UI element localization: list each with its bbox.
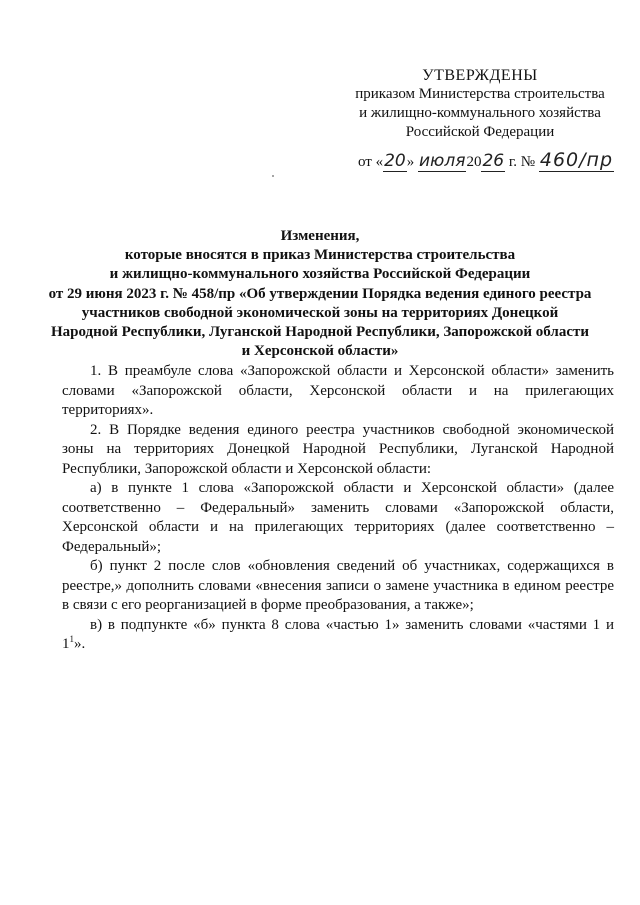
paragraph-2c-end: ».: [74, 636, 86, 652]
title-line-7: и Херсонской области»: [241, 343, 399, 360]
order-day-handwritten: 20: [384, 151, 406, 171]
document-body: [62, 362, 614, 655]
paragraph-2b: б) пункт 2 после слов «обновления сведений об участниках, содержащихся в реестре,» дополнить словами «внесения записи о замене участника в едином реестре в связи с его реорганизацией в форме преобразования, а также»;: [62, 558, 614, 613]
order-year-prefix: 20: [466, 154, 482, 170]
title-line-6: Народной Республики, Луганской Народной Республики, Запорожской области: [50, 324, 590, 341]
paragraph-2: 2. В Порядке ведения единого реестра участников свободной экономической зоны на территориях Донецкой Народной Республики, Луганской Народной Республики, Запорожской области и Херсонской области:: [62, 421, 614, 477]
approval-block: [330, 66, 630, 142]
order-prefix: от «: [358, 154, 384, 170]
approval-line-1: приказом Министерства строительства: [355, 86, 605, 102]
scan-speck: [272, 175, 274, 177]
approval-heading: УТВЕРЖДЕНЫ: [422, 67, 538, 84]
order-month-handwritten: июля: [419, 151, 466, 171]
order-day-close: »: [406, 154, 415, 170]
order-date-number: [358, 150, 628, 172]
order-number-label: г. №: [505, 154, 536, 170]
title-line-5: участников свободной экономической зоны на территориях Донецкой: [81, 304, 559, 321]
title-line-2: которые вносятся в приказ Министерства строительства: [124, 247, 516, 264]
order-year-handwritten: 26: [482, 151, 505, 171]
document-title: [40, 227, 600, 361]
paragraph-2c-text: в) в подпункте «б» пункта 8 слова «частью 1» заменить словами «частями 1 и 1: [62, 616, 614, 652]
approval-line-3: Российской Федерации: [405, 124, 555, 140]
title-line-3: и жилищно-коммунального хозяйства Российской Федерации: [109, 266, 531, 283]
approval-line-2: и жилищно-коммунального хозяйства: [359, 105, 601, 121]
title-line-4: от 29 июня 2023 г. № 458/пр «Об утверждении Порядка ведения единого реестра: [48, 285, 592, 302]
title-line-1: Изменения,: [280, 228, 360, 244]
paragraph-2c-superscript: 1: [69, 634, 74, 644]
order-number-handwritten: 460/пр: [539, 149, 614, 171]
paragraph-2c: [62, 616, 614, 655]
paragraph-1: 1. В преамбуле слова «Запорожской области и Херсонской области» заменить словами «Запорожской области, Херсонской области и на прилегающих территориях».: [62, 363, 614, 418]
paragraph-2a: а) в пункте 1 слова «Запорожской области и Херсонской области» (далее соответственно – Федеральный» заменить словами «Запорожской области, Херсонской области и на прилегающих территориях (далее соответственно – Федеральный»;: [62, 480, 614, 555]
